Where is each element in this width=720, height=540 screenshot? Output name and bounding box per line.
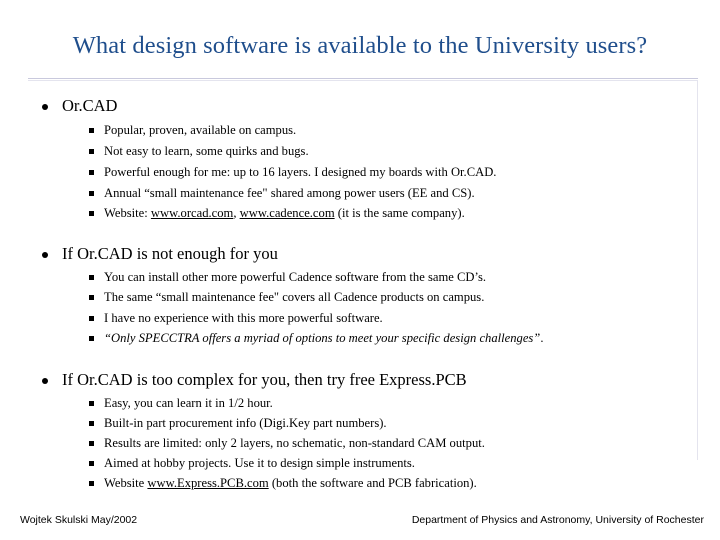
slide-title: What design software is available to the University users?: [72, 32, 648, 59]
cadence-link[interactable]: www.cadence.com: [239, 206, 335, 220]
section-heading-more-powerful: If Or.CAD is not enough for you: [62, 244, 278, 264]
list-item: “Only SPECCTRA offers a myriad of options to meet your specific design challenges”.: [104, 331, 543, 346]
expresspcb-link[interactable]: www.Express.PCB.com: [147, 476, 269, 490]
square-bullet-icon: [89, 211, 94, 216]
footer-department: Department of Physics and Astronomy, University of Rochester: [411, 514, 704, 526]
bullet-icon: [42, 252, 48, 258]
square-bullet-icon: [89, 441, 94, 446]
list-item: You can install other more powerful Cadence software from the same CD’s.: [104, 270, 486, 285]
list-item: Powerful enough for me: up to 16 layers. I designed my boards with Or.CAD.: [104, 165, 496, 180]
list-item: Results are limited: only 2 layers, no schematic, non-standard CAM output.: [104, 436, 485, 451]
square-bullet-icon: [89, 128, 94, 133]
list-item: Easy, you can learn it in 1/2 hour.: [104, 396, 273, 411]
square-bullet-icon: [89, 421, 94, 426]
square-bullet-icon: [89, 170, 94, 175]
list-item: The same “small maintenance fee" covers all Cadence products on campus.: [104, 290, 484, 305]
square-bullet-icon: [89, 275, 94, 280]
square-bullet-icon: [89, 481, 94, 486]
title-divider-shadow: [28, 80, 698, 81]
list-item: Annual “small maintenance fee" shared among power users (EE and CS).: [104, 186, 475, 201]
list-item: Not easy to learn, some quirks and bugs.: [104, 144, 309, 159]
section-heading-expresspcb: If Or.CAD is too complex for you, then try free Express.PCB: [62, 370, 467, 390]
list-item: Website: www.orcad.com, www.cadence.com (it is the same company).: [104, 206, 465, 221]
square-bullet-icon: [89, 336, 94, 341]
square-bullet-icon: [89, 149, 94, 154]
title-divider: [28, 78, 698, 79]
footer-author: Wojtek Skulski May/2002: [20, 514, 138, 526]
bullet-icon: [42, 104, 48, 110]
square-bullet-icon: [89, 461, 94, 466]
square-bullet-icon: [89, 316, 94, 321]
side-divider: [697, 80, 698, 460]
list-item: I have no experience with this more powerful software.: [104, 311, 383, 326]
square-bullet-icon: [89, 401, 94, 406]
orcad-link[interactable]: www.orcad.com: [150, 206, 234, 220]
list-item: Website www.Express.PCB.com (both the software and PCB fabrication).: [104, 476, 477, 491]
list-item: Aimed at hobby projects. Use it to design simple instruments.: [104, 456, 415, 471]
square-bullet-icon: [89, 295, 94, 300]
square-bullet-icon: [89, 191, 94, 196]
list-item: Popular, proven, available on campus.: [104, 123, 296, 138]
list-item: Built-in part procurement info (Digi.Key part numbers).: [104, 416, 387, 431]
section-heading-orcad: Or.CAD: [62, 96, 117, 116]
bullet-icon: [42, 378, 48, 384]
